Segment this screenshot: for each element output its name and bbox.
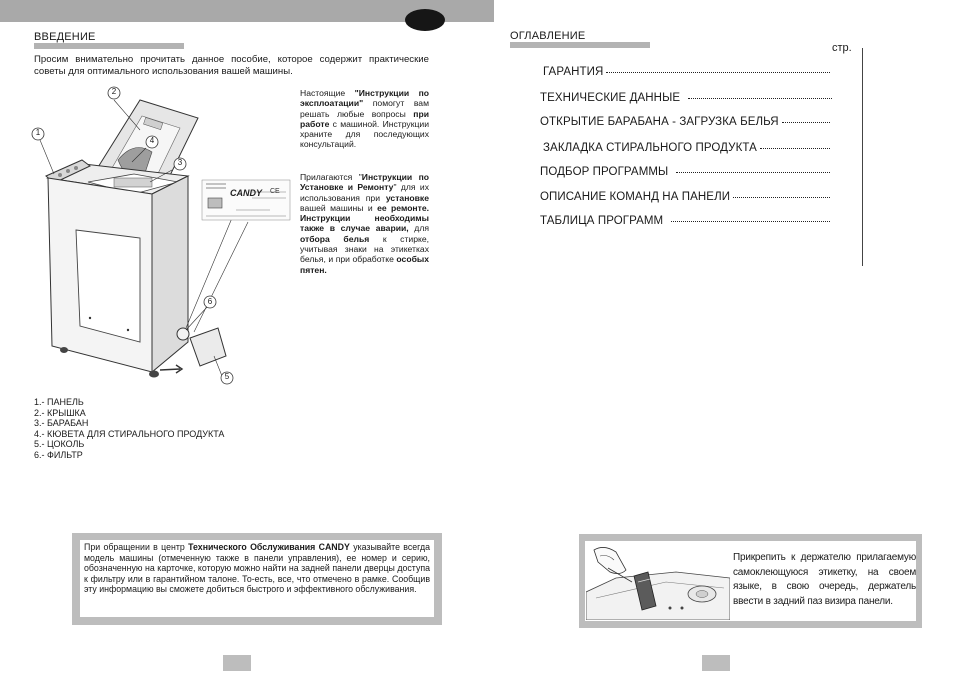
intro-title-underline xyxy=(34,43,184,49)
washing-machine-illustration xyxy=(30,80,300,392)
parts-list-item: 4.- КЮВЕТА ДЛЯ СТИРАЛЬНОГО ПРОДУКТА xyxy=(34,428,225,439)
page-number-box-right xyxy=(702,655,730,671)
toc-item-program-selection[interactable]: ПОДБОР ПРОГРАММЫ xyxy=(540,166,830,178)
page-column-rule xyxy=(862,48,863,266)
toc-item-drum-opening[interactable]: ОТКРЫТИЕ БАРАБАНА - ЗАГРУЗКА БЕЛЬЯ xyxy=(540,116,830,128)
plate-ce-mark: CE xyxy=(270,188,280,195)
callout-2: 2 xyxy=(111,87,117,96)
parts-list-item: 5.- ЦОКОЛЬ xyxy=(34,439,85,450)
plate-brand: CANDY xyxy=(230,188,263,198)
parts-list-item: 1.- ПАНЕЛЬ xyxy=(34,397,84,407)
toc-item-program-table[interactable]: ТАБЛИЦА ПРОГРАММ xyxy=(540,215,830,227)
page-tab-oval xyxy=(405,9,445,31)
install-instructions-paragraph: Прилагаются "Инструкции по Установке и Ремонту" для их использования при установке вашей машины и ее ремонте. Инструкции необходимы также в случае аварии, для отбора белья к стирке, учитывая знаки на этикетках белья, и при обработке особых пятен. xyxy=(300,172,430,275)
sticker-placement-illustration xyxy=(586,542,730,620)
callout-5: 5 xyxy=(224,372,230,381)
toc-item-technical-data[interactable]: ТЕХНИЧЕСКИЕ ДАННЫЕ xyxy=(540,92,832,104)
toc-title-underline xyxy=(510,42,650,48)
parts-list-item: 6.- ФИЛЬТР xyxy=(34,449,83,460)
toc-title: ОГЛАВЛЕНИЕ xyxy=(510,30,586,42)
parts-list xyxy=(34,397,224,461)
usage-instructions-paragraph: Настоящие "Инструкции по эксплоатации" помогут вам решать любые вопросы при работе с машиной. Инструкции хранитe для последующих консультаций. xyxy=(300,88,430,150)
callout-6: 6 xyxy=(207,297,213,306)
intro-title: ВВЕДЕНИЕ xyxy=(34,31,96,43)
sticker-instruction-text: Прикрепить к держателю прилагаемую самоклеющуюся этикетку, на своем языке, в свою очередь, держатель ввести в задний паз визира панели. xyxy=(733,552,916,607)
intro-text: Просим внимательно прочитать данное пособие, которое содержит практические советы для оптимального использования вашей машины. xyxy=(34,54,429,77)
toc-item-panel-commands[interactable]: ОПИСАНИЕ КОМАНД НА ПАНЕЛИ xyxy=(540,191,830,203)
toc-item-detergent[interactable]: ЗАКЛАДКА СТИРАЛЬНОГО ПРОДУКТА xyxy=(543,142,830,154)
page-column-label: стр. xyxy=(832,42,852,54)
service-notice-text: При обращении в центр Технического Обслуживания CANDY указывайте всегда модель машины (отмеченную также в панели управления), ее номер и серию, обозначенную на карточке, которую можно найти на задней панели дверцы доступа к фильтру или в гарантийном талоне. То-есть, все, что отмечено в рамке. Сообщив эту информацию вы сможете добиться быстрого и эффективного обслуживания. xyxy=(84,542,431,595)
callout-4: 4 xyxy=(149,136,155,145)
parts-list-item: 3.- БАРАБАН xyxy=(34,418,89,429)
callout-1: 1 xyxy=(35,128,41,137)
page-number-box-left xyxy=(223,655,251,671)
callout-3: 3 xyxy=(177,158,183,167)
parts-list-item: 2.- КРЫШКА xyxy=(34,407,86,418)
toc-item-guarantee[interactable]: ГАРАНТИЯ xyxy=(543,66,830,78)
